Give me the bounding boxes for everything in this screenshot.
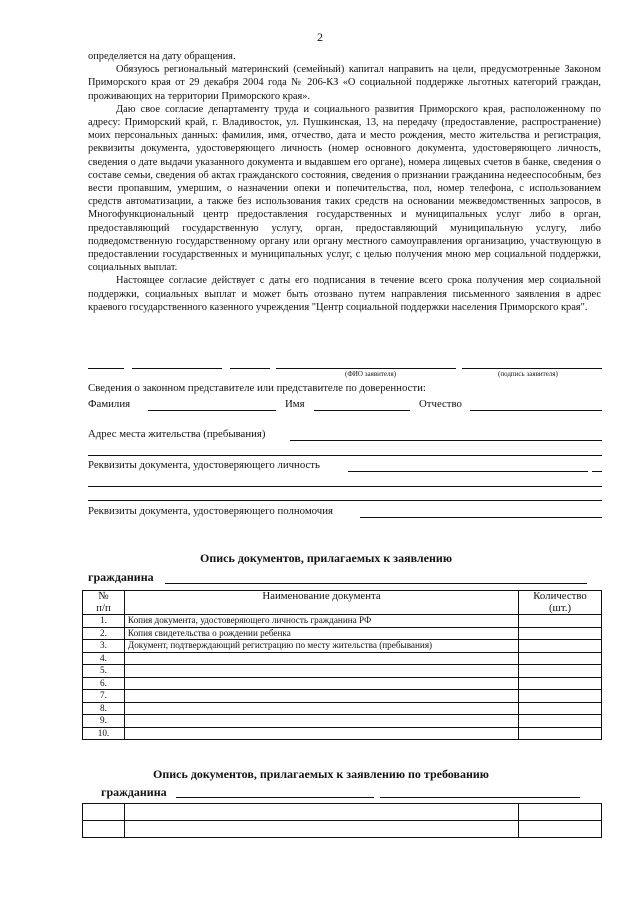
document-quantity[interactable] <box>519 652 602 665</box>
inventory2-citizen-label: гражданина <box>101 785 167 799</box>
col-qty-header: Количество <box>519 591 602 603</box>
table-cell[interactable] <box>519 804 602 821</box>
inventory2-title: Опись документов, прилагаемых к заявлению по требованию <box>153 767 489 781</box>
date-line <box>132 368 222 369</box>
row-number: 3. <box>83 640 125 653</box>
row-number: 8. <box>83 702 125 715</box>
paragraph: определяется на дату обращения. <box>88 51 236 62</box>
applicant-signature-line[interactable] <box>462 368 602 369</box>
address-field-line2[interactable] <box>88 455 602 456</box>
table-row <box>83 677 602 690</box>
page-number: 2 <box>317 30 323 44</box>
row-number: 7. <box>83 690 125 703</box>
representative-title: Сведения о законном представителе или представителе по доверенности: <box>88 382 426 394</box>
table-row <box>83 640 602 653</box>
row-number: 10. <box>83 727 125 740</box>
row-number: 4. <box>83 652 125 665</box>
paragraph: Настоящее согласие действует с даты его подписания в течение всего срока получения мер социальной поддержки, социальных выплат и может быть отозвано путем направления письменного заявления в адрес краевого государственного казенного учреждения "Центр социальной поддержки населения Приморского края". <box>88 275 601 313</box>
table-row <box>83 702 602 715</box>
document-name[interactable] <box>124 665 518 678</box>
table-row <box>83 804 602 821</box>
table-row <box>83 615 602 628</box>
inventory2-citizen-field-2[interactable] <box>380 797 580 798</box>
id-doc-field-end[interactable] <box>592 471 602 472</box>
consent-text <box>88 50 601 314</box>
inventory-citizen-field[interactable] <box>165 583 587 584</box>
authority-doc-label: Реквизиты документа, удостоверяющего полномочия <box>88 505 333 517</box>
table-cell[interactable] <box>519 821 602 838</box>
row-number: 6. <box>83 677 125 690</box>
document-quantity[interactable] <box>519 640 602 653</box>
id-doc-field-line3[interactable] <box>88 500 602 501</box>
id-doc-field[interactable] <box>348 471 588 472</box>
document-name[interactable]: Документ, подтверждающий регистрацию по месту жительства (пребывания) <box>124 640 518 653</box>
address-label: Адрес места жительства (пребывания) <box>88 428 266 440</box>
table-header-row <box>83 591 602 603</box>
document-name[interactable] <box>124 677 518 690</box>
applicant-signature-caption: (подпись заявителя) <box>498 370 558 378</box>
document-name[interactable] <box>124 652 518 665</box>
date-line <box>230 368 270 369</box>
table-row <box>83 821 602 838</box>
patronymic-label: Отчество <box>419 398 462 410</box>
inventory-table <box>82 590 602 740</box>
inventory-citizen-label: гражданина <box>88 570 154 584</box>
table-row <box>83 627 602 640</box>
date-line <box>88 368 124 369</box>
document-name[interactable] <box>124 702 518 715</box>
document-name[interactable]: Копия документа, удостоверяющего личность гражданина РФ <box>124 615 518 628</box>
surname-label: Фамилия <box>88 398 131 410</box>
document-quantity[interactable] <box>519 727 602 740</box>
applicant-name-caption: (ФИО заявителя) <box>345 370 397 378</box>
col-num-header: № <box>83 591 125 603</box>
table-cell[interactable] <box>124 804 518 821</box>
col-qty-header-2: (шт.) <box>519 603 602 615</box>
table-row <box>83 727 602 740</box>
row-number: 9. <box>83 715 125 728</box>
document-quantity[interactable] <box>519 615 602 628</box>
document-quantity[interactable] <box>519 627 602 640</box>
surname-field[interactable] <box>148 410 276 411</box>
document-name[interactable] <box>124 727 518 740</box>
id-doc-label: Реквизиты документа, удостоверяющего личность <box>88 459 320 471</box>
document-name[interactable] <box>124 690 518 703</box>
id-doc-field-line2[interactable] <box>88 486 602 487</box>
table-row <box>83 690 602 703</box>
address-field[interactable] <box>290 440 602 441</box>
table-row <box>83 715 602 728</box>
col-name-header: Наименование документа <box>124 591 518 615</box>
table-row <box>83 665 602 678</box>
row-number: 2. <box>83 627 125 640</box>
patronymic-field[interactable] <box>470 410 602 411</box>
applicant-name-line[interactable] <box>276 368 456 369</box>
document-quantity[interactable] <box>519 702 602 715</box>
document-name[interactable] <box>124 715 518 728</box>
inventory-title: Опись документов, прилагаемых к заявлению <box>200 551 452 565</box>
inventory2-table <box>82 803 602 838</box>
document-quantity[interactable] <box>519 715 602 728</box>
document-name[interactable]: Копия свидетельства о рождении ребенка <box>124 627 518 640</box>
document-quantity[interactable] <box>519 677 602 690</box>
paragraph: Даю свое согласие департаменту труда и социального развития Приморского края, расположенному по адресу: Приморский край, г. Владивосток, ул. Пушкинская, 13, на передачу (предоставление, распространение) моих персональных данных: фамилия, имя, отчество, дата и место рождения, место жительства и регистрация, реквизиты документа, удостоверяющего личность (номер основного документа, удостоверяющего личность, сведения о дате выдачи указанного документа и выдавшем его органе), номера лицевых счетов в банке, сведения о составе семьи, сведения об актах гражданского состояния, сведения о признании гражданина недееспособным, без вести пропавшим, умершим, о назначении опеки и попечительства, пол, номер телефона, с использованием средств автоматизации, а также без использования таких средств на основании межведомственных запросов, в Многофункциональный центр предоставления государственных и муниципальных услуг либо в орган, предоставляющий государственную услугу, орган, предоставляющий муниципальную услугу, либо подведомственную государственному органу или органу местного самоуправления организацию, участвующую в предоставлении государственных и муниципальных услуг, с целью получения мною мер социальной поддержки, социальных выплат. <box>88 103 601 274</box>
col-num-header-2: п/п <box>83 603 125 615</box>
authority-doc-field[interactable] <box>360 517 602 518</box>
table-cell[interactable] <box>83 821 125 838</box>
name-label: Имя <box>285 398 305 410</box>
row-number: 1. <box>83 615 125 628</box>
document-quantity[interactable] <box>519 665 602 678</box>
table-cell[interactable] <box>83 804 125 821</box>
name-field[interactable] <box>314 410 410 411</box>
table-cell[interactable] <box>124 821 518 838</box>
paragraph: Обязуюсь региональный материнский (семейный) капитал направить на цели, предусмотренные Законом Приморского края от 29 декабря 2004 года № 206-КЗ «О социальной поддержке льготных категорий граждан, проживающих на территории Приморского края». <box>88 64 601 102</box>
row-number: 5. <box>83 665 125 678</box>
table-row <box>83 652 602 665</box>
document-quantity[interactable] <box>519 690 602 703</box>
inventory2-citizen-field[interactable] <box>176 797 374 798</box>
